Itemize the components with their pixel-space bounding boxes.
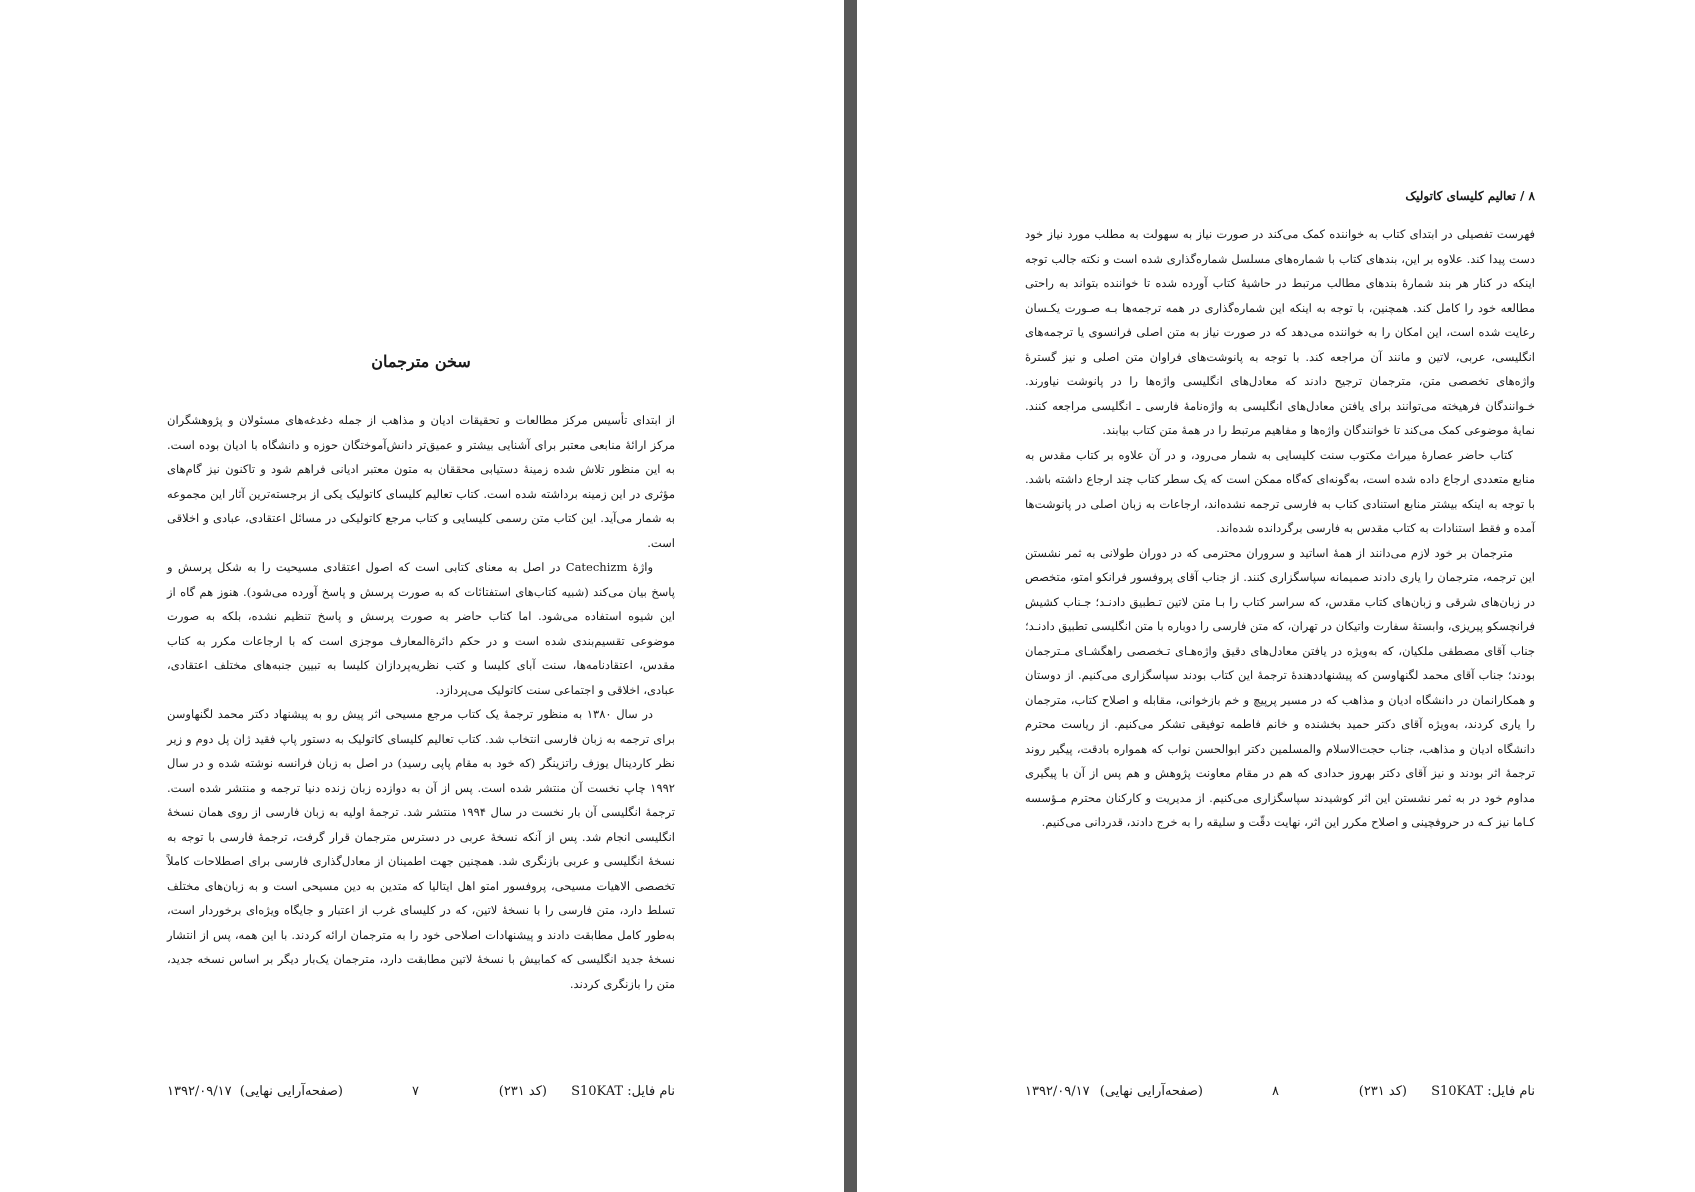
page-footer — [1025, 1081, 1535, 1103]
left-page — [0, 0, 844, 1192]
page-footer — [167, 1081, 675, 1103]
paragraph: مترجمان بر خود لازم می‌دانند از همهٔ اساتید و سروران محترمی که در دوران طولانی به ثمر نشستن این ترجمه، مترجمان را یاری دادند صمیمانه سپاسگزاری کنند. از جناب آقای پروفسور فرانکو امتو، متخصص در زبان‌های شرقی و زبان‌های کتاب مقدس، که سراسر کتاب را بـا متن لاتین تـطبیق دادنـد؛ جـناب کشیش فرانچسکو پیریزی، وابستهٔ سفارت واتیکان در تهران، که متن فارسی را دوباره با متن انگلیسی تطبیق دادنـد؛ جناب آقای مصطفی ملکیان، که به‌ویژه در یافتن معادل‌های دقیق واژه‌هـای تـخصصی راهگشـای مـترجمان بودند؛ جناب آقای محمد لگنهاوسن که پیشنهاددهندهٔ ترجمهٔ این کتاب بودند سپاسگزاری می‌کنیم. از دوستان و همکارانمان در دانشگاه ادیان و مذاهب که در مسیر پرپیچ و خم بازخوانی، مقابله و اصلاح کتاب، مترجمان را یاری کردند، به‌ویژه آقای دکتر حمید بخشنده و خانم فاطمه توفیقی تشکر می‌کنیم. از ریاست محترم دانشگاه ادیان و مذاهب، جناب حجت‌الاسلام والمسلمین دکتر ابوالحسن نواب که همواره بادقت، پیگیر روند ترجمهٔ اثر بودند و نیز آقای دکتر بهروز حدادی که هم در مقام معاونت پژوهش و هم پس از آن با پیگیری مداوم خود در به ثمر نشستن این اثر کوشیدند سپاسگزاری می‌کنیم. از مدیریت و کارکنان محترم مـؤسسه کـاما نیز کـه در حروفچینی و اصلاح مکرر این اثر، نهایت دقّت و سلیقه را به خرج دادند، قدردانی می‌کنیم. — [1025, 545, 1535, 829]
footer-page-number: ۷ — [412, 1084, 419, 1099]
footer-file-name: نام فایل: S10KAT — [1431, 1084, 1535, 1099]
right-page-body — [1025, 222, 1535, 835]
footer-status: (صفحه‌آرایی نهایی) — [239, 1084, 343, 1099]
paragraph: از ابتدای تأسیس مرکز مطالعات و تحقیقات ادیان و مذاهب از جمله دغدغه‌های مسئولان و پژوهشگران مرکز ارائهٔ منابعی معتبر برای آشنایی بیشتر و عمیق‌تر دانش‌آموختگان حوزه و دانشگاه با ادیان بوده است. به این منظور تلاش شده زمینهٔ دستیابی محققان به متون معتبر ادیانی فراهم شود و تاکنون نیز گام‌های مؤثری در این زمینه برداشته شده است. کتاب تعالیم کلیسای کاتولیک یکی از برجسته‌ترین آثار این مجموعه به شمار می‌آید. این کتاب متن رسمی کلیسایی و کتاب مرجع کاتولیکی در مسائل اعتقادی، عبادی و اخلاقی است. — [167, 413, 675, 550]
footer-code: (کد ۲۳۱) — [1358, 1084, 1407, 1099]
running-head: ۸ / تعالیم کلیسای کاتولیک — [1405, 189, 1535, 203]
footer-page-number: ۸ — [1272, 1084, 1279, 1099]
footer-file-name: نام فایل: S10KAT — [571, 1084, 675, 1099]
paragraph: واژهٔ Catechizm در اصل به معنای کتابی است که اصول اعتقادی مسیحیت را به شکل پرسش و پاسخ بیان می‌کند (شبیه کتاب‌های استفتائات که به صورت پرسش و پاسخ آورده می‌شود). هنوز هم گاه از این شیوه استفاده می‌شود. اما کتاب حاضر به صورت پرسش و پاسخ تنظیم نشده، بلکه به صورت موضوعی تقسیم‌بندی شده است و در حکم دائرةالمعارف موجزی است که با ارجاعات مکرر به کتاب مقدس، اعتقادنامه‌ها، سنت آبای کلیسا و کتب نظریه‌پردازان کلیسا به تبیین جنبه‌های مختلف اعتقادی، عبادی، اخلاقی و اجتماعی سنت کاتولیک می‌پردازد. — [167, 560, 675, 697]
footer-date: ۱۳۹۲/۰۹/۱۷ — [167, 1084, 232, 1099]
paragraph: فهرست تفصیلی در ابتدای کتاب به خواننده کمک می‌کند در صورت نیاز به سهولت به مطلب مورد نیاز خود دست پیدا کند. علاوه بر این، بندهای کتاب با شماره‌های مسلسل شماره‌گذاری شده است و نکته جالب توجه اینکه در کنار هر بند شمارهٔ بندهای مطالب مرتبط در حاشیهٔ کتاب آورده شده تا خواننده بتواند به راحتی مطالعه خود را کامل کند. همچنین، با توجه به اینکه این شماره‌گذاری در همه ترجمه‌ها بـه صـورت یکـسان رعایت شده است، این امکان را به خواننده می‌دهد که در صورت نیاز به متن اصلی فرانسوی یا ترجمه‌های انگلیسی، عربی، لاتین و مانند آن مراجعه کند. با توجه به پانوشت‌های فراوان متن اصلی و نیز گسترهٔ واژه‌های تخصصی متن، مترجمان ترجیح دادند که معادل‌های انگلیسی واژه‌ها را در پانوشت نیاورند. خـوانندگان فرهیخته می‌توانند برای یافتن معادل‌های انگلیسی به واژه‌نامهٔ فارسی ـ انگلیسی مراجعه کنند. نمایهٔ موضوعی کمک می‌کند تا خوانندگان واژه‌ها و مفاهیم مرتبط را در همهٔ متن کتاب بیابند. — [1025, 227, 1535, 437]
paragraph: کتاب حاضر عصارهٔ میراث مکتوب سنت کلیسایی به شمار می‌رود، و در آن علاوه بر کتاب مقدس به منابع متعددی ارجاع داده شده است، به‌گونه‌ای که‌گاه ممکن است که یک سطر کتاب چند ارجاع داشته باشد. با توجه به اینکه بیشتر منابع استنادی کتاب به فارسی ترجمه نشده‌اند، ارجاعات به زبان اصلی در پانوشت‌ها آمده و فقط استنادات به کتاب مقدس به فارسی برگردانده شده‌اند. — [1025, 447, 1535, 535]
footer-status: (صفحه‌آرایی نهایی) — [1099, 1084, 1203, 1099]
footer-code: (کد ۲۳۱) — [498, 1084, 547, 1099]
chapter-title: سخن مترجمان — [371, 352, 471, 371]
footer-date: ۱۳۹۲/۰۹/۱۷ — [1025, 1084, 1090, 1099]
left-page-body — [167, 408, 675, 996]
paragraph: در سال ۱۳۸۰ به منظور ترجمهٔ یک کتاب مرجع مسیحی اثر پیش رو به پیشنهاد دکتر محمد لگنهاوسن برای ترجمه به زبان فارسی انتخاب شد. کتاب تعالیم کلیسای کاتولیک به دستور پاپ فقید ژان پل دوم و زیر نظر کاردینال یوزف راتزینگر (که خود به مقام پاپی رسید) در اصل به زبان فرانسه نوشته شده و در سال ۱۹۹۲ چاپ نخست آن منتشر شده است. پس از آن به دوازده زبان زنده دنیا ترجمه و منتشر شده است. ترجمهٔ انگلیسی آن بار نخست در سال ۱۹۹۴ منتشر شد. ترجمهٔ اولیه به زبان فارسی از روی همان نسخهٔ انگلیسی انجام شد. پس از آنکه نسخهٔ عربی در دسترس مترجمان قرار گرفت، ترجمهٔ فارسی با توجه به نسخهٔ انگلیسی و عربی بازنگری شد. همچنین جهت اطمینان از معادل‌گذاری فارسی برای اصطلاحات کاملاً تخصصی الاهیات مسیحی، پروفسور امتو اهل ایتالیا که متدین به دین مسیحی است و به زبان‌های مختلف تسلط دارد، متن فارسی را با نسخهٔ لاتین، که در کلیسای غرب از اعتبار و جایگاه ویژه‌ای برخوردار است، به‌طور کامل مطابقت دادند و پیشنهادات اصلاحی خود را به مترجمان ارائه کردند. با این همه، پس از انتشار نسخهٔ جدید انگلیسی که کمابیش با نسخهٔ لاتین مطابقت دارد، مترجمان یک‌بار دیگر بر اساس نسخه جدید، متن را بازنگری کردند. — [167, 707, 676, 991]
book-gutter — [844, 0, 857, 1192]
right-page — [857, 0, 1695, 1192]
